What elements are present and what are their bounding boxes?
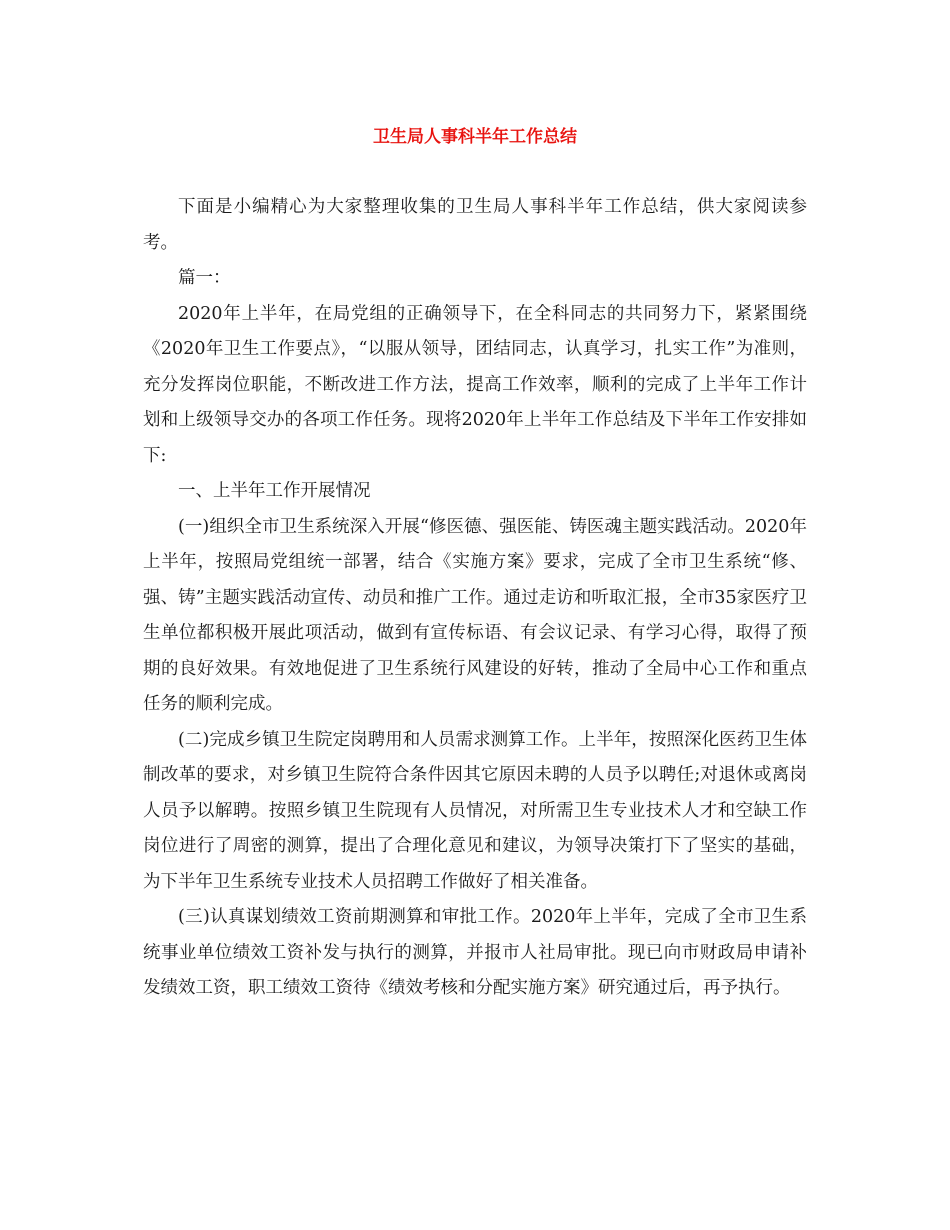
item-paragraph-3: (三)认真谋划绩效工资前期测算和审批工作。2020年上半年，完成了全市卫生系统事业单位绩效工资补发与执行的测算，并报市人社局审批。现已向市财政局申请补发绩效工资，职工绩效工资待《绩效考核和分配实施方案》研究通过后，再予执行。: [143, 907, 807, 998]
item-paragraph-2: (二)完成乡镇卫生院定岗聘用和人员需求测算工作。上半年，按照深化医药卫生体制改革的要求，对乡镇卫生院符合条件因其它原因未聘的人员予以聘任;对退休或离岗人员予以解聘。按照乡镇卫生院现有人员情况，对所需卫生专业技术人才和空缺工作岗位进行了周密的测算，提出了合理化意见和建议，为领导决策打下了坚实的基础，为下半年卫生系统专业技术人员招聘工作做好了相关准备。: [143, 729, 807, 892]
section-label: 篇一：: [178, 268, 231, 288]
document-body: [143, 190, 807, 1007]
overview-paragraph: 2020年上半年，在局党组的正确领导下，在全科同志的共同努力下，紧紧围绕《2020年卫生工作要点》，“以服从领导，团结同志，认真学习，扎实工作”为准则，充分发挥岗位职能，不断改进工作方法，提高工作效率，顺利的完成了上半年工作计划和上级领导交办的各项工作任务。现将2020年上半年工作总结及下半年工作安排如下:: [143, 303, 807, 466]
item-paragraph-1: (一)组织全市卫生系统深入开展“修医德、强医能、铸医魂主题实践活动。2020年上半年，按照局党组统一部署，结合《实施方案》要求，完成了全市卫生系统“修、强、铸”主题实践活动宣传、动员和推广工作。通过走访和听取汇报，全市35家医疗卫生单位都积极开展此项活动，做到有宣传标语、有会议记录、有学习心得，取得了预期的良好效果。有效地促进了卫生系统行风建设的好转，推动了全局中心工作和重点任务的顺利完成。: [143, 516, 807, 714]
section-heading: 一、上半年工作开展情况: [178, 481, 371, 501]
intro-paragraph: 下面是小编精心为大家整理收集的卫生局人事科半年工作总结，供大家阅读参考。: [143, 197, 807, 253]
document-title: 卫生局人事科半年工作总结: [373, 127, 577, 147]
